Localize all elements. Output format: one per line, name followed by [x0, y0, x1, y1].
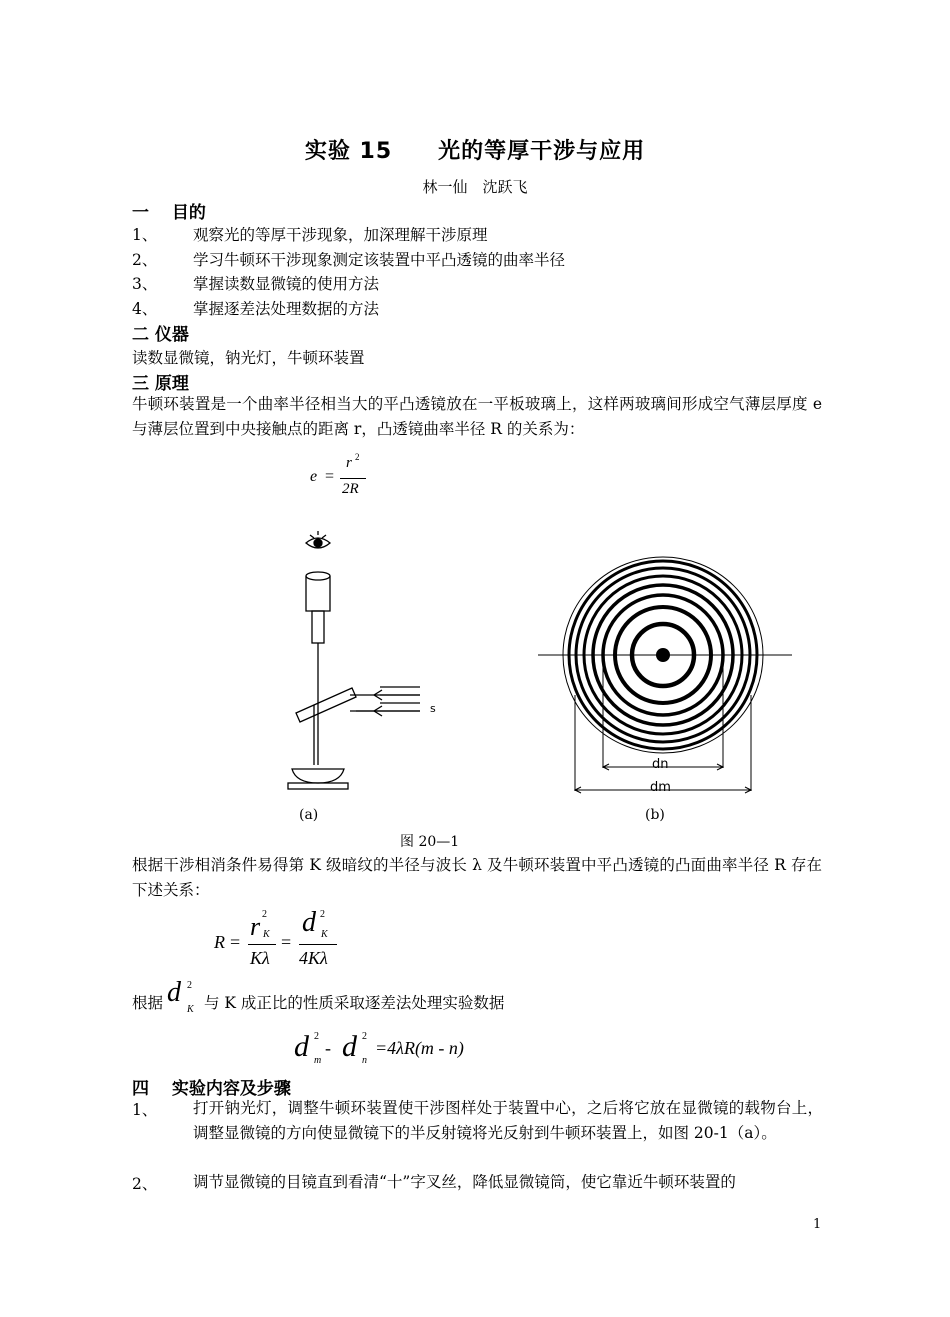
- page-title: 实验 15 光的等厚干涉与应用: [304, 139, 646, 164]
- figure-label-b: (b): [645, 807, 665, 823]
- formula2-d: d: [302, 907, 316, 938]
- fraction-bar: [340, 478, 366, 479]
- formula2-sup: 2: [262, 909, 267, 920]
- formula3-dm: d: [294, 1030, 309, 1063]
- formula2-r: r: [250, 912, 261, 941]
- proportional-text-after: 与 K 成正比的性质采取逐差法处理实验数据: [204, 994, 505, 1012]
- formula3-rhs: =4λR(m - n): [375, 1038, 464, 1058]
- list-item: 学习牛顿环干涉现象测定该装置中平凸透镜的曲率半径: [193, 251, 566, 269]
- inline-sup: 2: [187, 980, 192, 991]
- list-item-number: 2、: [132, 251, 158, 269]
- formula2-R: R: [214, 932, 225, 952]
- formula3-sup-m: 2: [314, 1031, 319, 1042]
- list-item: 掌握读数显微镜的使用方法: [193, 275, 380, 293]
- formula2-equals: =: [230, 932, 241, 952]
- list-item: 掌握逐差法处理数据的方法: [193, 300, 380, 318]
- dn-label: dn: [652, 757, 669, 772]
- light-source-label: s: [430, 702, 436, 715]
- figure-label-a: (a): [299, 807, 319, 823]
- section-heading-principle: 三 原理: [132, 374, 189, 394]
- formula2-sub2: K: [321, 929, 328, 940]
- relation-paragraph: 根据干涉相消条件易得第 K 级暗纹的半径与波长 λ 及牛顿环装置中平凸透镜的凸面曲率半径 R 存在下述关系：: [132, 856, 822, 899]
- formula-numerator: r: [346, 455, 352, 471]
- formula2-den1: Kλ: [250, 948, 270, 968]
- list-item-number: 3、: [132, 275, 158, 293]
- fraction-bar: [299, 944, 337, 945]
- formula-lhs: e: [310, 468, 318, 485]
- formula2-den2: 4Kλ: [299, 948, 328, 968]
- section-heading-steps: 四 实验内容及步骤: [132, 1079, 291, 1099]
- dm-label: dm: [650, 780, 671, 795]
- inline-sub: K: [187, 1004, 194, 1015]
- proportional-text-before: 根据: [132, 994, 164, 1012]
- formula2-equals2: =: [281, 932, 292, 952]
- list-item-number: 1、: [132, 226, 158, 244]
- step-text: 调节显微镜的目镜直到看清“十”字叉丝，降低显微镜筒，使它靠近牛顿环装置的: [193, 1173, 736, 1191]
- principle-paragraph: 牛顿环装置是一个曲率半径相当大的平凸透镜放在一平板玻璃上，这样两玻璃间形成空气薄层厚度 e 与薄层位置到中央接触点的距离 r，凸透镜曲率半径 R 的关系为：: [132, 395, 822, 438]
- formula3-dn: d: [342, 1030, 357, 1063]
- formula-denominator: 2R: [342, 481, 359, 497]
- figure-apparatus-a: [270, 525, 470, 825]
- formula3-minus: -: [325, 1038, 331, 1058]
- page-number: 1: [813, 1217, 822, 1232]
- step-number: 1、: [132, 1101, 158, 1119]
- list-item: 观察光的等厚干涉现象，加深理解干涉原理: [193, 226, 488, 244]
- figure-caption: 图 20—1: [400, 834, 460, 850]
- step-text: 打开钠光灯，调整牛顿环装置使干涉图样处于装置中心，之后将它放在显微镜的载物台上，调整显微镜的方向使显微镜下的半反射镜将光反射到牛顿环装置上，如图 20-1（a）。: [193, 1099, 823, 1142]
- authors: 林一仙 沈跃飞: [422, 178, 528, 196]
- formula-superscript: 2: [355, 452, 360, 462]
- formula2-sup2: 2: [320, 909, 325, 920]
- section-heading-purpose: 一 目的: [132, 203, 206, 223]
- formula3-sub-m: m: [314, 1055, 322, 1066]
- instrument-list: 读数显微镜，钠光灯，牛顿环装置: [132, 349, 365, 367]
- formula3-sup-n: 2: [362, 1031, 367, 1042]
- formula2-sub: K: [263, 929, 270, 940]
- section-heading-instruments: 二 仪器: [132, 325, 189, 345]
- list-item-number: 4、: [132, 300, 158, 318]
- inline-d: d: [167, 977, 181, 1008]
- step-number: 2、: [132, 1175, 158, 1193]
- fraction-bar: [248, 944, 276, 945]
- formula3-sub-n: n: [362, 1055, 367, 1066]
- formula-equals: =: [325, 468, 335, 485]
